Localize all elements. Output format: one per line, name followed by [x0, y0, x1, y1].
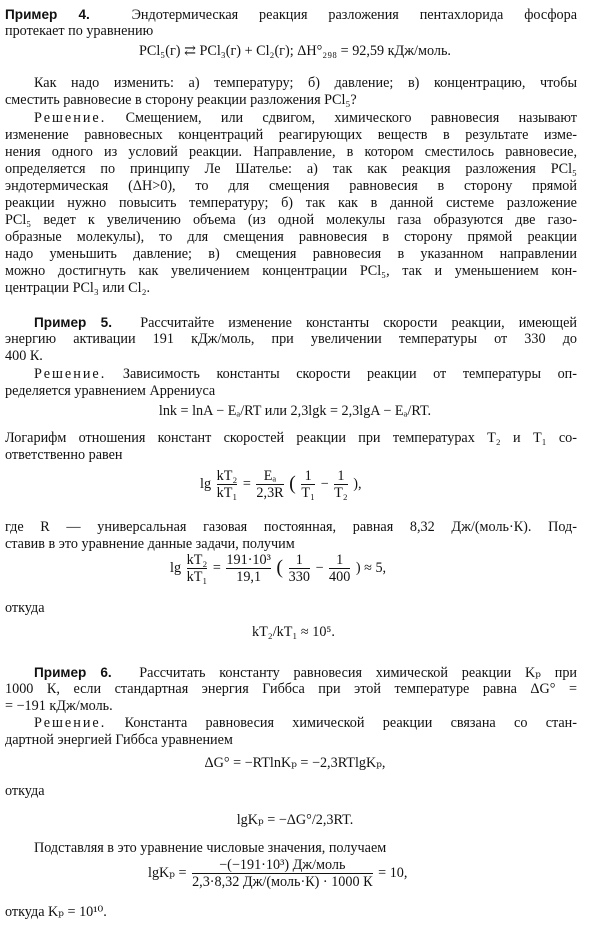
text-line: протекает по уравнению [5, 23, 154, 39]
text-line: Как надо изменить: а) температуру; б) давление; в) концентрацию, чтобы [34, 75, 577, 91]
math-paren: ( [289, 472, 296, 495]
text-line: Смещением, или сдвигом, химического равновесия называют [125, 110, 578, 126]
text-line: образные молекулы), то для смещения равновесия в сторону прямой реакции [5, 229, 577, 245]
solution-start [34, 715, 577, 733]
text-line: откуда Kₚ = 10¹⁰. [5, 904, 107, 920]
numerator: 1 [304, 468, 312, 484]
example-6-intro [34, 664, 577, 683]
text-line: Рассчитать константу равновесия химической реакции Kₚ при [139, 665, 578, 681]
text-line: Логарифм отношения констант скоростей реакции при температурах T₂ и T₁ со- [5, 430, 577, 446]
example-5-intro [34, 314, 577, 333]
text-line: ставив в это уравнение данные задачи, получим [5, 536, 295, 552]
text-line: эндотермическая (ΔH>0), то для смещения равновесия в сторону прямой [5, 178, 577, 194]
fraction-ea [256, 468, 283, 501]
fraction-inv-t2 [334, 468, 348, 501]
numerator: 1 [337, 468, 345, 484]
denominator: kT₁ [216, 485, 238, 501]
fraction-gibbs [192, 857, 373, 890]
math-text: − [320, 475, 329, 492]
equation-result-ratio: kT₂/kT₁ ≈ 10⁵. [252, 624, 335, 640]
numerator: −(−191·10³) Дж/моль [219, 857, 346, 873]
text-line: надо уменьшить давление; в) смещения равновесия в указанном направлении [5, 246, 577, 262]
text-line: можно достигнуть как увеличением концентрации PCl₅, так и уменьшением кон- [5, 263, 577, 279]
denominator: T₁ [301, 485, 316, 501]
text-line: определяется по принципу Ле Шателье: а) так как реакция разложения PCl₅ [5, 161, 577, 177]
text-line: Подставляя в это уравнение числовые значения, получаем [34, 840, 387, 856]
math-paren: ( [276, 556, 284, 579]
numerator: 1 [336, 552, 344, 568]
numerator: 1 [295, 552, 303, 568]
text-line: откуда [5, 783, 45, 799]
text-line: сместить равновесие в сторону реакции разложения PCl₅? [5, 92, 357, 108]
denominator: 330 [288, 569, 310, 585]
denominator: kT₁ [186, 569, 208, 585]
denominator: T₂ [334, 485, 348, 501]
fraction-k [187, 552, 208, 585]
text-line: Зависимость константы скорости реакции от температуры оп- [122, 366, 577, 382]
solution-label: Решение. [34, 366, 107, 382]
math-text: ) ≈ 5, [355, 559, 387, 576]
solution-start [34, 110, 577, 128]
solution-start [34, 366, 577, 384]
text-line: изменение равновесных концентраций реагирующих веществ в результате изме- [5, 127, 577, 143]
text-line: ответственно равен [5, 447, 123, 463]
fraction-inv-400 [329, 552, 350, 585]
denominator: 2,3R [256, 485, 284, 501]
equation-pcl5-decomposition: PCl₅(г) ⇄ PCl₃(г) + Cl₂(г); ΔH°₂₉₈ = 92,59 кДж/моль. [139, 43, 451, 59]
text-line: Эндотермическая реакция разложения пентахлорида фосфора [131, 7, 577, 23]
text-line: Константа равновесия химической реакции связана со стан- [124, 715, 577, 731]
text-line: дартной энергией Гиббса уравнением [5, 732, 233, 748]
numerator: kT₂ [186, 552, 208, 568]
math-text: = [242, 475, 251, 492]
equation-rate-ratio-numeric [170, 552, 386, 585]
solution-label: Решение. [34, 715, 107, 731]
fraction-ea-numeric [226, 552, 270, 585]
text-line: откуда [5, 600, 45, 616]
denominator: 19,1 [226, 568, 270, 585]
example-4-intro [5, 6, 577, 25]
equation-lgkp: lgKₚ = −ΔG°/2,3RT. [236, 812, 354, 828]
text-line: PCl₅ ведет к увеличению объема (из одной молекулы газа образуются две газо- [5, 212, 577, 228]
numerator: kT₂ [216, 468, 238, 484]
fraction-inv-t1 [301, 468, 315, 501]
equation-gibbs: ΔG° = −RTlnKₚ = −2,3RTlgKₚ, [204, 755, 386, 771]
text-line: ределяется уравнением Аррениуса [5, 383, 216, 399]
numerator: 191·10³ [226, 552, 271, 568]
denominator: 400 [329, 569, 351, 585]
text-line: Рассчитайте изменение константы скорости реакции, имеющей [140, 315, 577, 331]
text-line: центрации PCl₃ или Cl₂. [5, 280, 151, 296]
math-text: lg [170, 559, 182, 576]
denominator: 2,3·8,32 Дж/(моль·К) · 1000 К [192, 874, 373, 890]
text-line: 400 К. [5, 348, 43, 364]
equation-lgkp-numeric [148, 857, 407, 890]
math-text: lg [200, 475, 212, 492]
example-4-label: Пример 4. [5, 7, 90, 22]
solution-label: Решение. [34, 110, 107, 126]
math-text: = [212, 559, 221, 576]
equation-arrhenius: lnk = lnA − Eₐ/RT или 2,3lgk = 2,3lgA − Eₐ/RT. [158, 403, 432, 419]
math-text: ), [353, 475, 362, 492]
example-5-label: Пример 5. [34, 315, 113, 330]
math-text: lgKₚ = [148, 864, 187, 881]
text-line: энергию активации 191 кДж/моль, при увеличении температуры от 330 до [5, 331, 577, 347]
math-text: = 10, [378, 864, 408, 881]
math-text: − [315, 559, 324, 576]
text-line: реакции нужно повысить температуру; б) так как в данной системе разложение [5, 195, 577, 211]
fraction-k [217, 468, 238, 501]
fraction-inv-330 [289, 552, 310, 585]
equation-rate-ratio [200, 468, 362, 501]
text-line: 1000 К, если стандартная энергия Гиббса при этой температуре равна ΔG° = [5, 681, 577, 697]
text-line: нения одного из условий реакции. Направление, в котором сместилось равновесие, [5, 144, 577, 160]
example-6-label: Пример 6. [34, 665, 112, 680]
text-line: где R — универсальная газовая постоянная, равная 8,32 Дж/(моль·К). Под- [5, 519, 577, 535]
numerator: Eₐ [263, 468, 277, 484]
text-line: = −191 кДж/моль. [5, 698, 113, 714]
